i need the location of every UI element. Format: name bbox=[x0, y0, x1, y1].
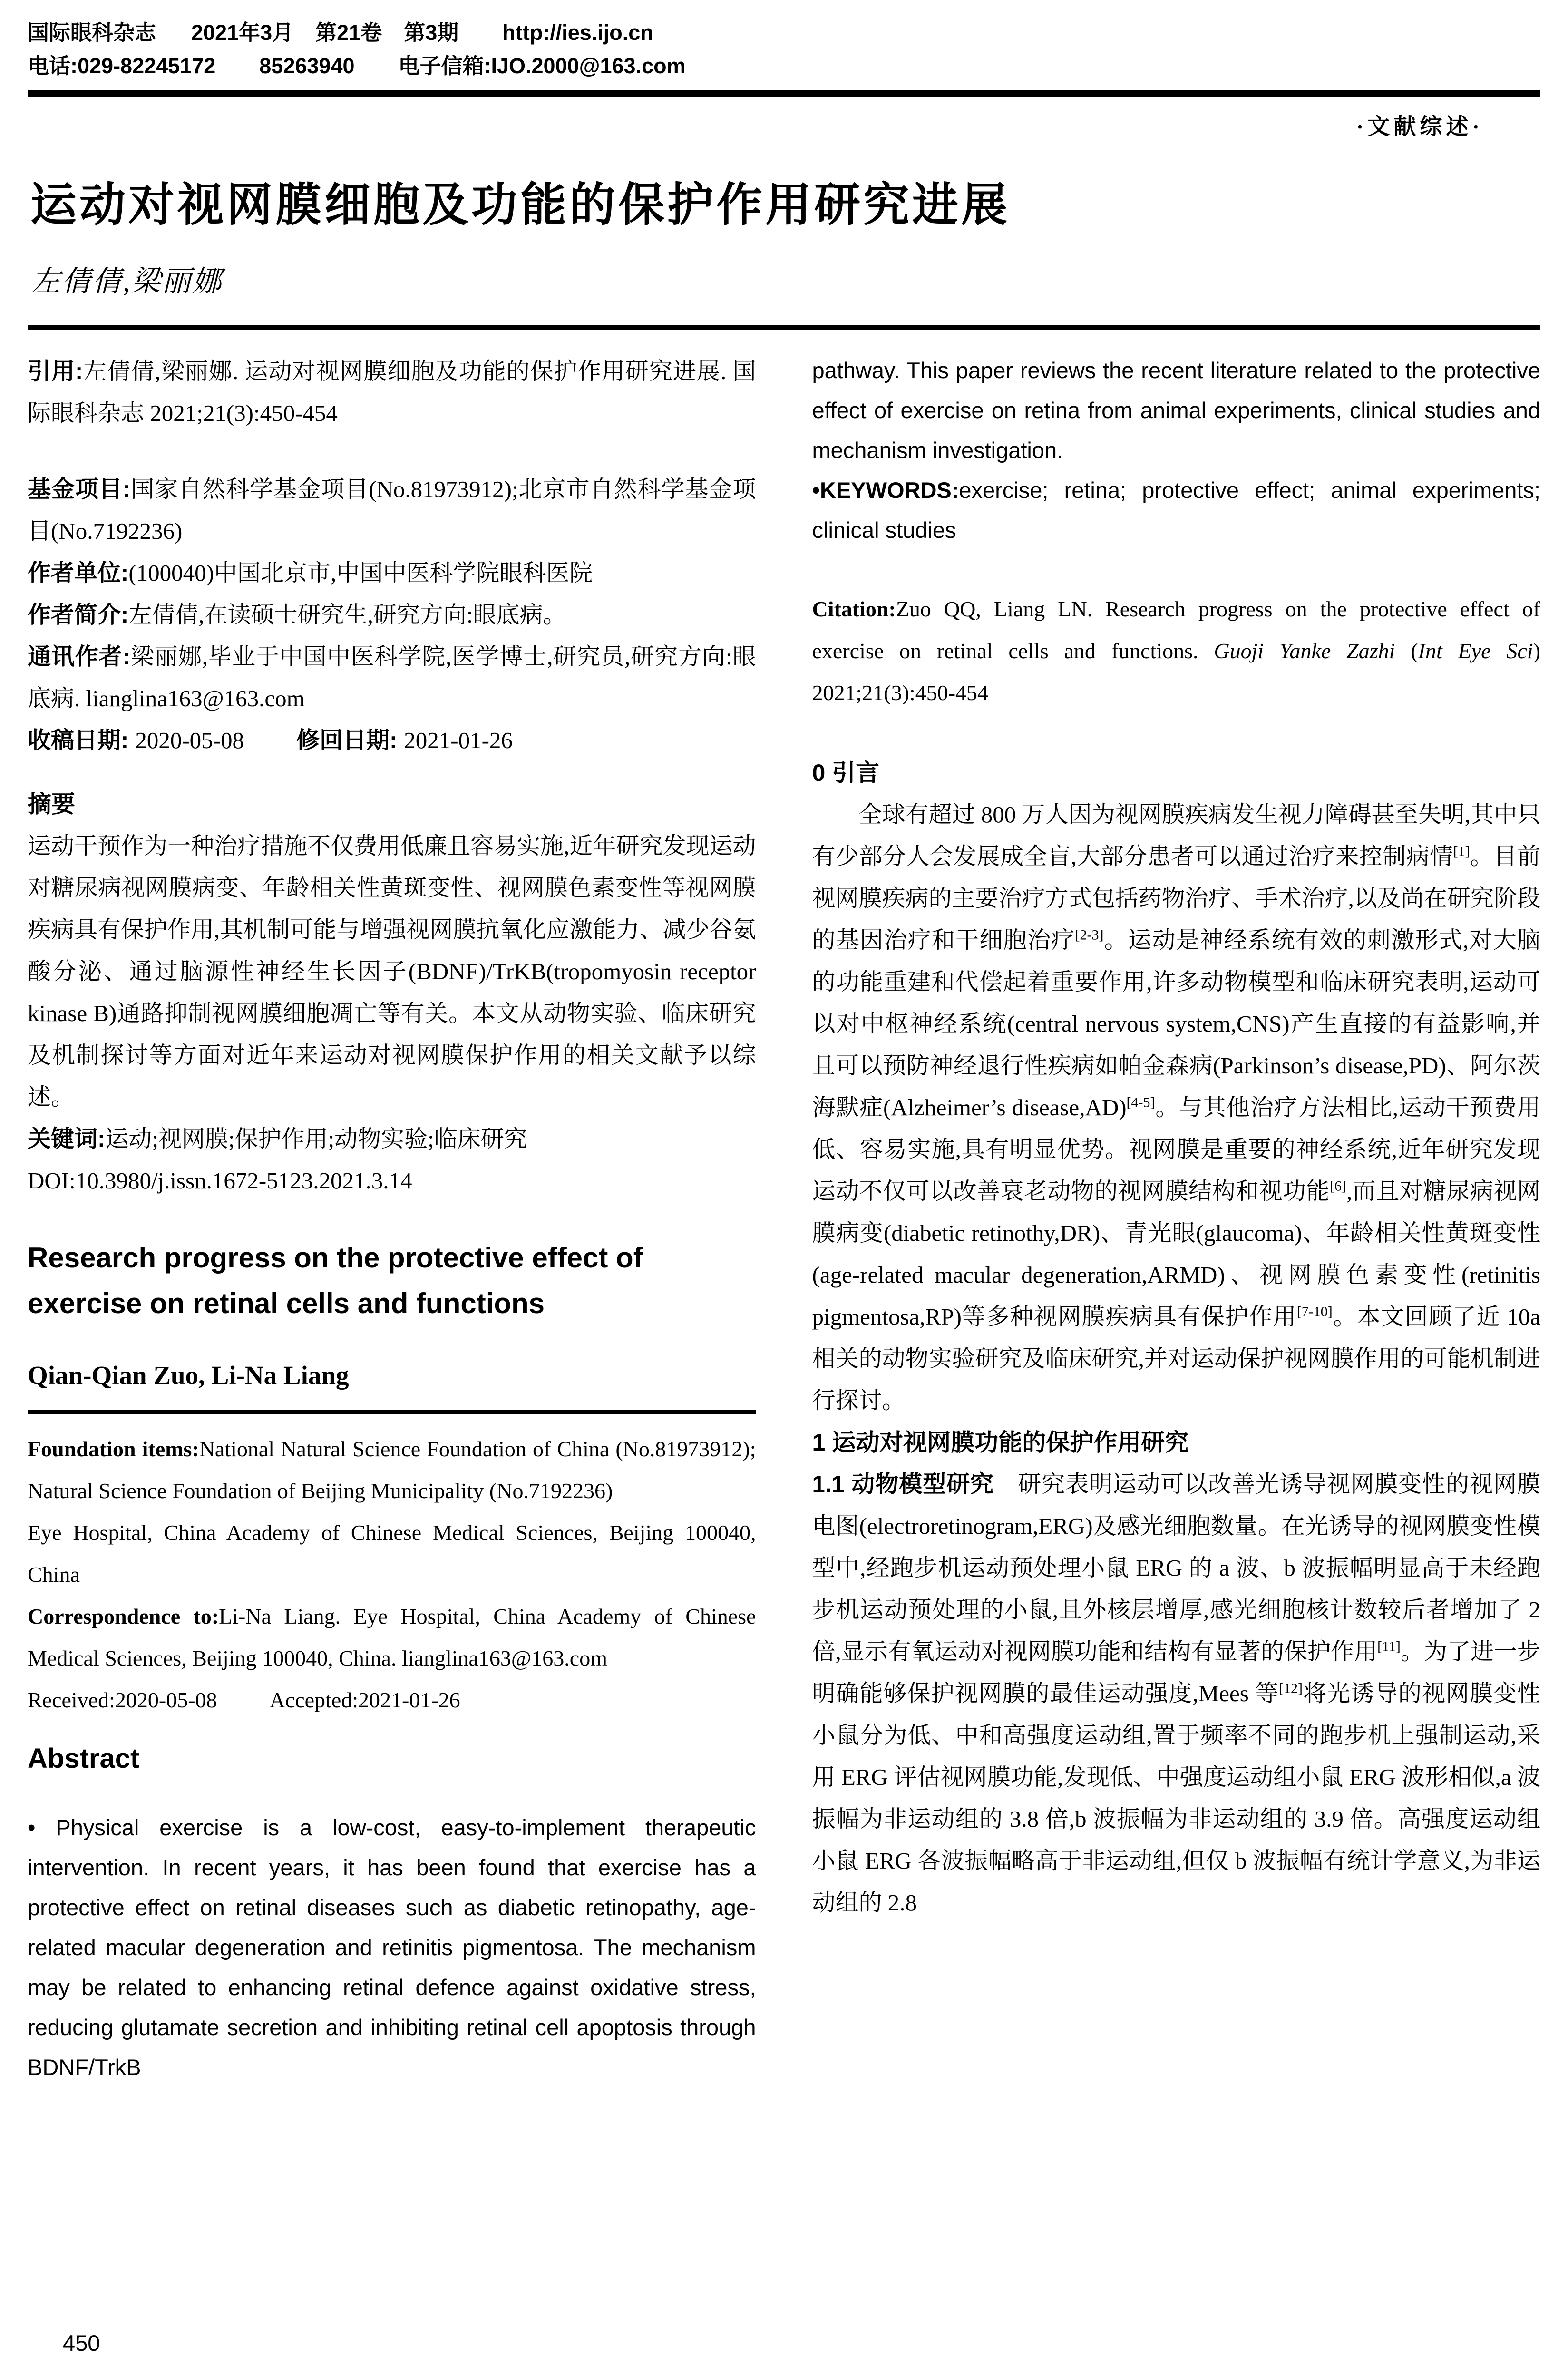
citation-cn-text: 左倩倩,梁丽娜. 运动对视网膜细胞及功能的保护作用研究进展. 国际眼科杂志 2021;21(3):450-454 bbox=[28, 358, 756, 426]
keywords-cn-text: 运动;视网膜;保护作用;动物实验;临床研究 bbox=[105, 1126, 527, 1152]
fund-label: 基金项目: bbox=[28, 477, 131, 502]
keywords-cn-label: 关键词: bbox=[28, 1126, 106, 1152]
affiliation-en: Eye Hospital, China Academy of Chinese Medical Sciences, Beijing 100040, China bbox=[28, 1520, 756, 1587]
foundation-items bbox=[28, 1428, 756, 1512]
revised-cn-value: 2021-01-26 bbox=[404, 727, 513, 753]
affiliation-cn-text: (100040)中国北京市,中国中医科学院眼科医院 bbox=[128, 560, 593, 586]
doi-line: DOI:10.3980/j.issn.1672-5123.2021.3.14 bbox=[28, 1168, 412, 1194]
journal-phone-2: 85263940 bbox=[259, 54, 355, 78]
received-en-value: 2020-05-08 bbox=[115, 1688, 217, 1712]
accepted-en-value: 2021-01-26 bbox=[358, 1688, 460, 1712]
citation-cn bbox=[28, 351, 756, 434]
received-cn-value: 2020-05-08 bbox=[135, 727, 244, 753]
journal-phone: 电话:029-82245172 bbox=[28, 54, 216, 78]
authors-cn: 左倩倩,梁丽娜 bbox=[31, 266, 223, 298]
authors-en: Qian-Qian Zuo, Li-Na Liang bbox=[28, 1361, 349, 1390]
dates-cn bbox=[28, 720, 756, 761]
author-bio-text: 左倩倩,在读硕士研究生,研究方向:眼底病。 bbox=[128, 602, 566, 628]
fund-text: 国家自然科学基金项目(No.81973912);北京市自然科学基金项目(No.7192236) bbox=[28, 476, 756, 544]
intro-heading: 0 引言 bbox=[812, 760, 880, 786]
page-number: 450 bbox=[63, 2330, 100, 2356]
correspondence-cn-text: 梁丽娜,毕业于中国中医科学院,医学博士,研究员,研究方向:眼底病. lianglina163@163.com bbox=[28, 643, 756, 711]
column-divider bbox=[28, 1410, 756, 1414]
journal-header-line2 bbox=[28, 49, 1540, 83]
foundation-items-label: Foundation items: bbox=[28, 1437, 199, 1461]
section1-heading: 1 运动对视网膜功能的保护作用研究 bbox=[812, 1429, 1189, 1456]
abstract-en-heading: Abstract bbox=[28, 1743, 140, 1774]
journal-url: http://ies.ijo.cn bbox=[502, 20, 653, 45]
foundation-items-text: National Natural Science Foundation of China (No.81973912); Natural Science Foundation of Beijing Municipality (No.7192236) bbox=[28, 1437, 756, 1503]
two-column-body bbox=[28, 351, 1540, 2087]
journal-date: 2021年3月 bbox=[191, 20, 294, 45]
received-en-label: Received: bbox=[28, 1688, 115, 1712]
accepted-en-label: Accepted: bbox=[269, 1688, 359, 1712]
citation-cn-label: 引用: bbox=[28, 359, 83, 384]
header-divider bbox=[28, 90, 1540, 97]
affiliation-cn-label: 作者单位: bbox=[28, 560, 129, 586]
revised-cn-label: 修回日期: bbox=[296, 728, 398, 753]
journal-email: 电子信箱:IJO.2000@163.com bbox=[398, 54, 686, 78]
correspondence-en-label: Correspondence to: bbox=[28, 1604, 219, 1628]
article-title-en: Research progress on the protective effect of exercise on retinal cells and functions bbox=[28, 1242, 643, 1319]
affiliation-cn bbox=[28, 552, 756, 594]
journal-name: 国际眼科杂志 bbox=[28, 20, 156, 45]
citation-en: Citation:Zuo QQ, Liang LN. Research progress on the protective effect of exercise on retinal cells and functions. Guoji Yanke Zazhi (Int Eye Sci) 2021;21(3):450-454 bbox=[812, 597, 1541, 705]
title-divider bbox=[28, 325, 1540, 330]
author-bio bbox=[28, 594, 756, 636]
correspondence-cn-label: 通讯作者: bbox=[28, 644, 131, 670]
left-column bbox=[28, 351, 756, 2087]
article-type-badge: ·文献综述· bbox=[1356, 115, 1483, 139]
journal-header bbox=[28, 16, 1540, 83]
keywords-en-text: exercise; retina; protective effect; animal experiments; clinical studies bbox=[812, 477, 1540, 543]
journal-volume: 第21卷 bbox=[315, 20, 382, 45]
keywords-en bbox=[812, 470, 1541, 550]
dates-en bbox=[28, 1679, 756, 1721]
received-cn-label: 收稿日期: bbox=[28, 728, 129, 753]
keywords-en-label: •KEYWORDS: bbox=[812, 477, 959, 503]
journal-issue: 第3期 bbox=[404, 20, 459, 45]
keywords-cn bbox=[28, 1118, 756, 1160]
abstract-en-continuation: pathway. This paper reviews the recent literature related to the protective effect of exercise on retina from animal experiments, clinical studies and mechanism investigation. bbox=[812, 358, 1540, 463]
right-column bbox=[812, 351, 1541, 2087]
journal-header-line1 bbox=[28, 16, 1540, 49]
fund-item bbox=[28, 468, 756, 552]
article-title-cn: 运动对视网膜细胞及功能的保护作用研究进展 bbox=[30, 179, 1010, 231]
abstract-cn-text: 运动干预作为一种治疗措施不仅费用低廉且容易实施,近年研究发现运动对糖尿病视网膜病变、年龄相关性黄斑变性、视网膜色素变性等视网膜疾病具有保护作用,其机制可能与增强视网膜抗氧化应激能力、减少谷氨酸分泌、通过脑源性神经生长因子(BDNF)/TrKB(tropomyosin receptor kinase B)通路抑制视网膜细胞凋亡等有关。本文从动物实验、临床研究及机制探讨等方面对近年来运动对视网膜保护作用的相关文献予以综述。 bbox=[28, 833, 756, 1110]
correspondence-en-text: Li-Na Liang. Eye Hospital, China Academy of Chinese Medical Sciences, Beijing 100040, China. lianglina163@163.com bbox=[28, 1604, 756, 1670]
intro-paragraph: 全球有超过 800 万人因为视网膜疾病发生视力障碍甚至失明,其中只有少部分人会发展成全盲,大部分患者可以通过治疗来控制病情[1]。目前视网膜疾病的主要治疗方式包括药物治疗、手术治疗,以及尚在研究阶段的基因治疗和干细胞治疗[2-3]。运动是神经系统有效的刺激形式,对大脑的功能重建和代偿起着重要作用,许多动物模型和临床研究表明,运动可以对中枢神经系统(central nervous system,CNS)产生直接的有益影响,并且可以预防神经退行性疾病如帕金森病(Parkinson’s disease,PD)、阿尔茨海默症(Alzheimer’s disease,AD)[4-5]。与其他治疗方法相比,运动干预费用低、容易实施,具有明显优势。视网膜是重要的神经系统,近年研究发现运动不仅可以改善衰老动物的视网膜结构和视功能[6],而且对糖尿病视网膜病变(diabetic retinothy,DR)、青光眼(glaucoma)、年龄相关性黄斑变性(age-related macular degeneration,ARMD)、视网膜色素变性(retinitis pigmentosa,RP)等多种视网膜疾病具有保护作用[7-10]。本文回顾了近 10a 相关的动物实验研究及临床研究,并对运动保护视网膜作用的可能机制进行探讨。 bbox=[812, 801, 1540, 1413]
correspondence-cn bbox=[28, 636, 756, 720]
author-bio-label: 作者简介: bbox=[28, 602, 129, 628]
abstract-cn-heading: 摘要 bbox=[28, 791, 75, 818]
correspondence-en bbox=[28, 1596, 756, 1679]
section1-1-paragraph: 1.1 动物模型研究 研究表明运动可以改善光诱导视网膜变性的视网膜电图(electroretinogram,ERG)及感光细胞数量。在光诱导的视网膜变性模型中,经跑步机运动预处理小鼠 ERG 的 a 波、b 波振幅明显高于未经跑步机运动预处理的小鼠,且外核层增厚,感光细胞核计数较后者增加了 2 倍,显示有氧运动对视网膜功能和结构有显著的保护作用[11]。为了进一步明确能够保护视网膜的最佳运动强度,Mees 等[12]将光诱导的视网膜变性小鼠分为低、中和高强度运动组,置于频率不同的跑步机上强制运动,采用 ERG 评估视网膜功能,发现低、中强度运动组小鼠 ERG 波形相似,a 波振幅为非运动组的 3.8 倍,b 波振幅为非运动组的 3.9 倍。高强度运动组小鼠 ERG 各波振幅略高于非运动组,但仅 b 波振幅有统计学意义,为非运动组的 2.8 bbox=[812, 1471, 1540, 1916]
abstract-en-text: • Physical exercise is a low-cost, easy-to-implement therapeutic intervention. In recent years, it has been found that exercise has a protective effect on retinal diseases such as diabetic retinopathy, age-related macular degeneration and retinitis pigmentosa. The mechanism may be related to enhancing retinal defence against oxidative stress, reducing glutamate secretion and inhibiting retinal cell apoptosis through BDNF/TrkB bbox=[28, 1815, 756, 2080]
